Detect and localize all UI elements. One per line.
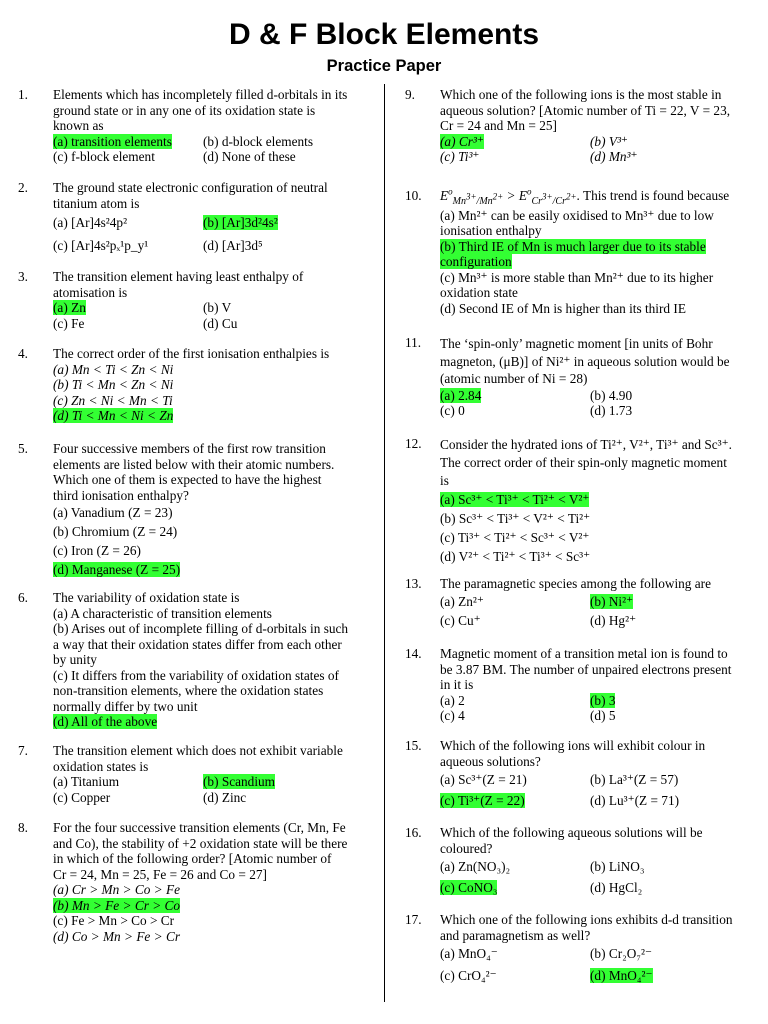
option-b[interactable]: (b) Cr₂O₇²⁻ (590, 946, 653, 961)
question-number: 15. (405, 738, 422, 753)
option-c[interactable]: (c) 4 (440, 708, 465, 723)
option-d[interactable]: (d) Second IE of Mn is higher than its third IE (440, 300, 686, 316)
option-a[interactable]: (a) MnO₄⁻ (440, 946, 498, 961)
option-c[interactable]: (c) Ti³⁺ < Ti²⁺ < Sc³⁺ < V²⁺ (440, 530, 590, 545)
question-1 (18, 87, 348, 165)
question-stem: The ‘spin-only’ magnetic moment [in units of Bohr magneton, (μB)] of Ni²⁺ in aqueous solution would be (atomic number of Ni = 28) (440, 336, 730, 386)
question-number: 13. (405, 576, 422, 591)
question-stem: Four successive members of the first row transition elements are listed below with their atomic numbers. Which one of them is expected to have the highest third ionisation enthalpy? (53, 441, 335, 503)
option-a[interactable]: (a) 2 (440, 692, 465, 708)
question-number: 14. (405, 646, 422, 661)
option-a[interactable]: (a) Mn < Ti < Zn < Ni (53, 361, 174, 377)
option-d[interactable]: (d) None of these (203, 149, 296, 164)
option-a[interactable]: (a) Sc³⁺(Z = 21) (440, 772, 527, 787)
option-c[interactable]: (c) 0 (440, 403, 465, 418)
question-5 (18, 441, 348, 579)
option-b[interactable]: (b) Ti < Mn < Zn < Ni (53, 377, 174, 392)
option-a: (a) Cr³⁺ (440, 133, 484, 149)
option-c[interactable]: (c) Fe (53, 315, 85, 331)
question-7 (18, 743, 348, 805)
option-a[interactable]: (a) [Ar]4s²4p² (53, 215, 128, 230)
question-stem: The paramagnetic species among the following are (440, 576, 712, 591)
option-d[interactable]: (d) 1.73 (590, 403, 633, 418)
question-stem: Which of the following aqueous solutions will be coloured? (440, 825, 703, 856)
option-c[interactable]: (c) Copper (53, 789, 111, 805)
question-11 (405, 335, 735, 419)
question-10 (405, 188, 735, 316)
question-stem: Which one of the following ions is the most stable in aqueous solution? [Atomic number of Ti = 22, V = 23, Cr = 24 and Mn = 25] (440, 87, 731, 133)
option-d[interactable]: (d) V²⁺ < Ti²⁺ < Ti³⁺ < Sc³⁺ (440, 549, 591, 564)
question-stem: The transition element which does not exhibit variable oxidation states is (53, 743, 343, 774)
option-a[interactable]: (a) Zn(NO₃)₂ (440, 859, 511, 874)
option-c[interactable]: (c) f-block element (53, 149, 155, 164)
option-c: (c) CoNO₃ (440, 880, 498, 895)
question-number: 2. (18, 180, 28, 195)
question-number: 8. (18, 820, 28, 835)
option-a[interactable]: (a) A characteristic of transition elements (53, 605, 272, 621)
option-b: (b) 3 (590, 692, 616, 708)
question-number: 7. (18, 743, 28, 758)
option-a: (a) Sc³⁺ < Ti³⁺ < Ti²⁺ < V²⁺ (440, 492, 590, 507)
question-4 (18, 346, 348, 424)
question-number: 17. (405, 912, 422, 927)
question-3 (18, 269, 348, 331)
option-d[interactable]: (d) HgCl₂ (590, 880, 643, 895)
option-b: (b) Third IE of Mn is much larger due to its stable configuration (440, 238, 706, 269)
question-17 (405, 912, 735, 987)
question-stem: $E^o_{Mn^{3+}/Mn^{2+}} > E^o_{Cr^{3+}/Cr^{2+}}$. This trend is found because (440, 186, 730, 207)
option-c[interactable]: (c) Mn³⁺ is more stable than Mn²⁺ due to its higher oxidation state (440, 269, 714, 300)
option-a[interactable]: (a) Vanadium (Z = 23) (53, 505, 173, 520)
option-d[interactable]: (d) Mn³⁺ (590, 149, 638, 164)
option-b: (b) [Ar]3d²4s² (203, 215, 278, 230)
question-stem: The correct order of the first ionisation enthalpies is (53, 346, 330, 361)
question-stem: Elements which has incompletely filled d-orbitals in its ground state or in any one of its oxidation state is known as (53, 87, 348, 133)
option-c[interactable]: (c) CrO₄²⁻ (440, 968, 497, 983)
question-stem: Magnetic moment of a transition metal ion is found to be 3.87 BM. The number of unpaired electrons present in it is (440, 646, 732, 692)
option-a[interactable]: (a) Cr > Mn > Co > Fe (53, 882, 181, 897)
option-d[interactable]: (d) Cu (203, 315, 238, 331)
page-title: D & F Block Elements (228, 18, 540, 51)
option-d: (d) Manganese (Z = 25) (53, 562, 181, 577)
option-d[interactable]: (d) [Ar]3d⁵ (203, 238, 263, 253)
question-number: 9. (405, 87, 415, 102)
question-stem: Which one of the following ions exhibits d-d transition and paramagnetism as well? (440, 912, 733, 943)
question-number: 10. (405, 188, 422, 203)
option-b: (b) Mn > Fe > Cr > Co (53, 897, 181, 913)
option-c[interactable]: (c) Iron (Z = 26) (53, 543, 141, 558)
question-6 (18, 590, 348, 730)
question-stem: Consider the hydrated ions of Ti²⁺, V²⁺, Ti³⁺ and Sc³⁺. The correct order of their spin-only magnetic moment is (440, 437, 733, 488)
question-number: 12. (405, 436, 422, 451)
page-subtitle: Practice Paper (326, 57, 442, 75)
column-divider (384, 84, 385, 1002)
option-b[interactable]: (b) LiNO₃ (590, 859, 645, 874)
option-b: (b) Scandium (203, 774, 276, 789)
option-b[interactable]: (b) La³⁺(Z = 57) (590, 772, 679, 787)
question-13 (405, 576, 735, 630)
option-b[interactable]: (b) Arises out of incomplete filling of d-orbitals in such a way that their oxidation states differ from each other by unity (53, 621, 349, 667)
option-a: (a) Zn (53, 300, 86, 315)
option-d[interactable]: (d) Zinc (203, 789, 247, 805)
question-8 (18, 820, 348, 944)
question-number: 3. (18, 269, 28, 284)
question-9 (405, 87, 735, 165)
question-stem: For the four successive transition elements (Cr, Mn, Fe and Co), the stability of +2 oxidation state will be there in which of the following order? [Atomic number of Cr = 24, Mn = 25, Fe = 26 and Co = 27] (53, 820, 348, 882)
question-12 (405, 436, 735, 566)
option-a[interactable]: (a) Titanium (53, 774, 120, 789)
option-b[interactable]: (b) Chromium (Z = 24) (53, 524, 178, 539)
question-stem: The ground state electronic configuration of neutral titanium atom is (53, 180, 328, 211)
option-c[interactable]: (c) Zn < Ni < Mn < Ti (53, 392, 173, 408)
question-number: 4. (18, 346, 28, 361)
option-d: (d) MnO₄²⁻ (590, 968, 653, 983)
question-number: 5. (18, 441, 28, 456)
option-a[interactable]: (a) Mn²⁺ can be easily oxidised to Mn³⁺ due to low ionisation enthalpy (440, 207, 714, 238)
option-d: (d) Ti < Mn < Ni < Zn (53, 408, 174, 423)
option-c: (c) Ti³⁺(Z = 22) (440, 793, 525, 808)
option-b[interactable]: (b) V (203, 300, 232, 315)
equation: $E^o_{Mn^{3+}/Mn^{2+}} > E^o_{Cr^{3+}/Cr^{2+}}$ (440, 186, 577, 207)
option-a: (a) transition elements (53, 133, 172, 149)
option-d[interactable]: (d) 5 (590, 708, 616, 723)
question-stem: The variability of oxidation state is (53, 590, 240, 605)
question-stem: Which of the following ions will exhibit colour in aqueous solutions? (440, 738, 706, 769)
question-stem: The transition element having least enthalpy of atomisation is (53, 269, 304, 300)
option-c[interactable]: (c) It differs from the variability of oxidation states of non-transition elements, where the oxidation states normally differ by two unit (53, 667, 339, 714)
question-number: 6. (18, 590, 28, 605)
question-2 (18, 180, 348, 257)
question-number: 11. (405, 335, 422, 350)
option-d[interactable]: (d) Hg²⁺ (590, 612, 637, 628)
option-b: (b) Ni²⁺ (590, 593, 634, 609)
option-c[interactable]: (c) Ti³⁺ (440, 149, 480, 164)
question-number: 1. (18, 87, 28, 102)
option-c[interactable]: (c) Fe > Mn > Co > Cr (53, 913, 175, 928)
option-b[interactable]: (b) d-block elements (203, 133, 314, 149)
option-d[interactable]: (d) Lu³⁺(Z = 71) (590, 793, 680, 808)
option-c[interactable]: (c) [Ar]4s²pₓ¹p_y¹ (53, 238, 149, 253)
question-15 (405, 738, 735, 811)
question-14 (405, 646, 735, 724)
option-b[interactable]: (b) Sc³⁺ < Ti³⁺ < V²⁺ < Ti²⁺ (440, 511, 591, 526)
option-c[interactable]: (c) Cu⁺ (440, 612, 481, 628)
option-a[interactable]: (a) Zn²⁺ (440, 593, 484, 609)
question-number: 16. (405, 825, 422, 840)
question-16 (405, 825, 735, 898)
option-b[interactable]: (b) V³⁺ (590, 133, 628, 149)
option-b[interactable]: (b) 4.90 (590, 387, 633, 403)
option-d[interactable]: (d) Co > Mn > Fe > Cr (53, 928, 181, 944)
option-d: (d) All of the above (53, 714, 158, 729)
option-a: (a) 2.84 (440, 387, 482, 403)
